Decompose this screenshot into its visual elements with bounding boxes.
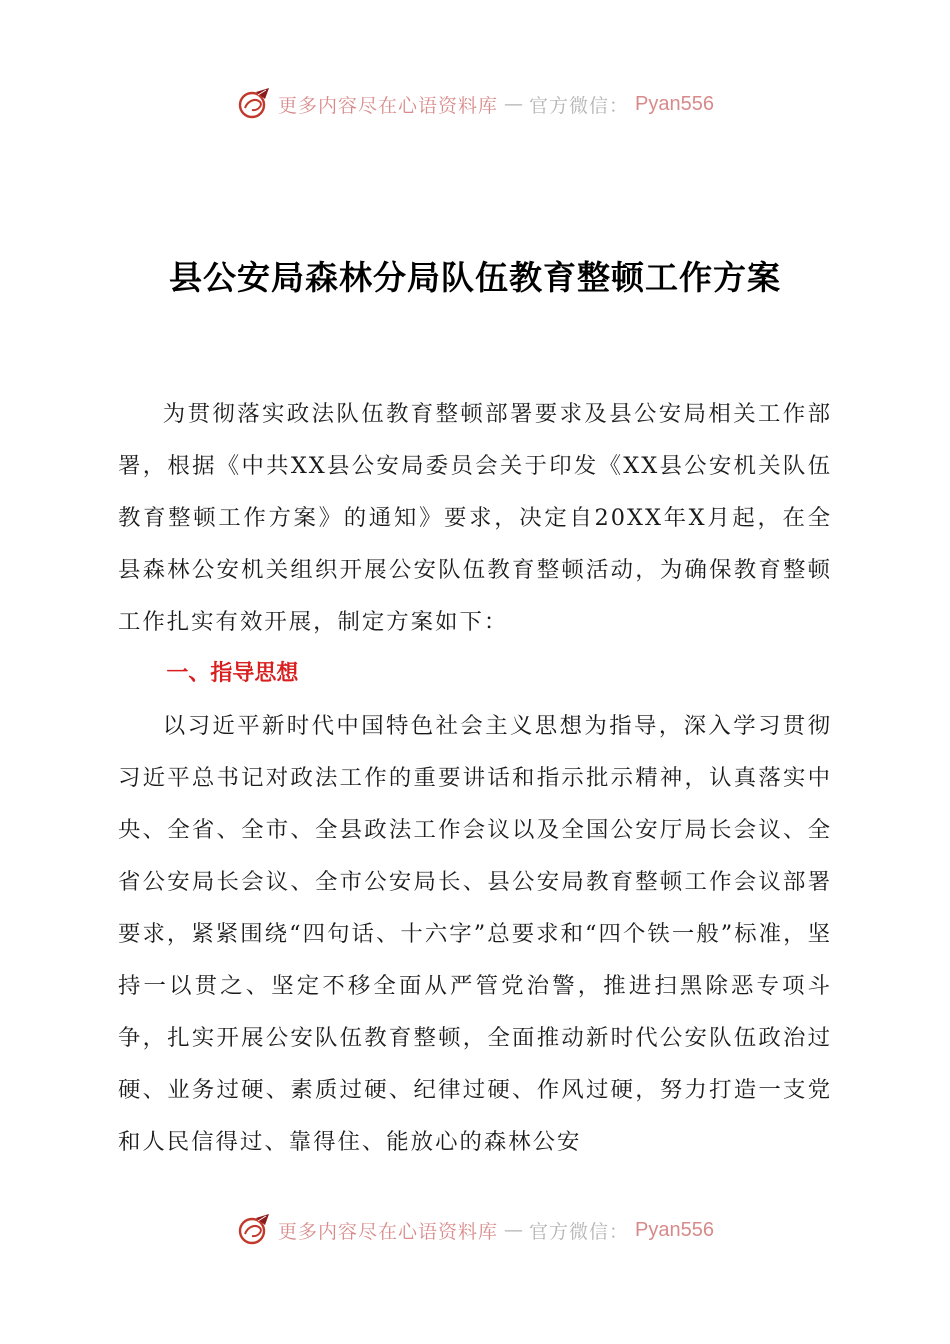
watermark-brand: 更多内容尽在心语资料库 <box>278 1220 499 1243</box>
watermark-brand: 更多内容尽在心语资料库 <box>278 94 499 117</box>
watermark-separator: — <box>504 93 524 115</box>
watermark-contact-id: Pyan556 <box>635 1218 714 1241</box>
watermark-separator: — <box>504 1219 524 1241</box>
document-title: 县公安局森林分局队伍教育整顿工作方案 <box>169 258 781 297</box>
watermark-contact-id: Pyan556 <box>635 92 714 115</box>
watermark-header <box>0 84 950 124</box>
pen-swirl-logo-icon <box>236 86 272 122</box>
watermark-contact-label: 官方微信： <box>529 1220 630 1243</box>
intro-paragraph: 为贯彻落实政法队伍教育整顿部署要求及县公安局相关工作部署，根据《中共XX县公安局委员会关于印发《XX县公安机关队伍教育整顿工作方案》的通知》要求，决定自20XX年X月起，在全县森林公安机关组织开展公安队伍教育整顿活动，为确保教育整顿工作扎实有效开展，制定方案如下： <box>118 401 832 635</box>
section-heading-guiding-ideology: 一、指导思想 <box>166 661 299 686</box>
document-body <box>118 388 832 1168</box>
pen-swirl-logo-icon <box>236 1212 272 1248</box>
watermark-contact-label: 官方微信： <box>529 94 630 117</box>
watermark-footer <box>0 1210 950 1250</box>
section-body-paragraph: 以习近平新时代中国特色社会主义思想为指导，深入学习贯彻习近平总书记对政法工作的重要讲话和指示批示精神，认真落实中央、全省、全市、全县政法工作会议以及全国公安厅局长会议、全省公安局长会议、全市公安局长、县公安局教育整顿工作会议部署要求，紧紧围绕“四句话、十六字”总要求和“四个铁一般”标准，坚持一以贯之、坚定不移全面从严管党治警，推进扫黑除恶专项斗争，扎实开展公安队伍教育整顿，全面推动新时代公安队伍政治过硬、业务过硬、素质过硬、纪律过硬、作风过硬，努力打造一支党和人民信得过、靠得住、能放心的森林公安 <box>118 713 832 1155</box>
